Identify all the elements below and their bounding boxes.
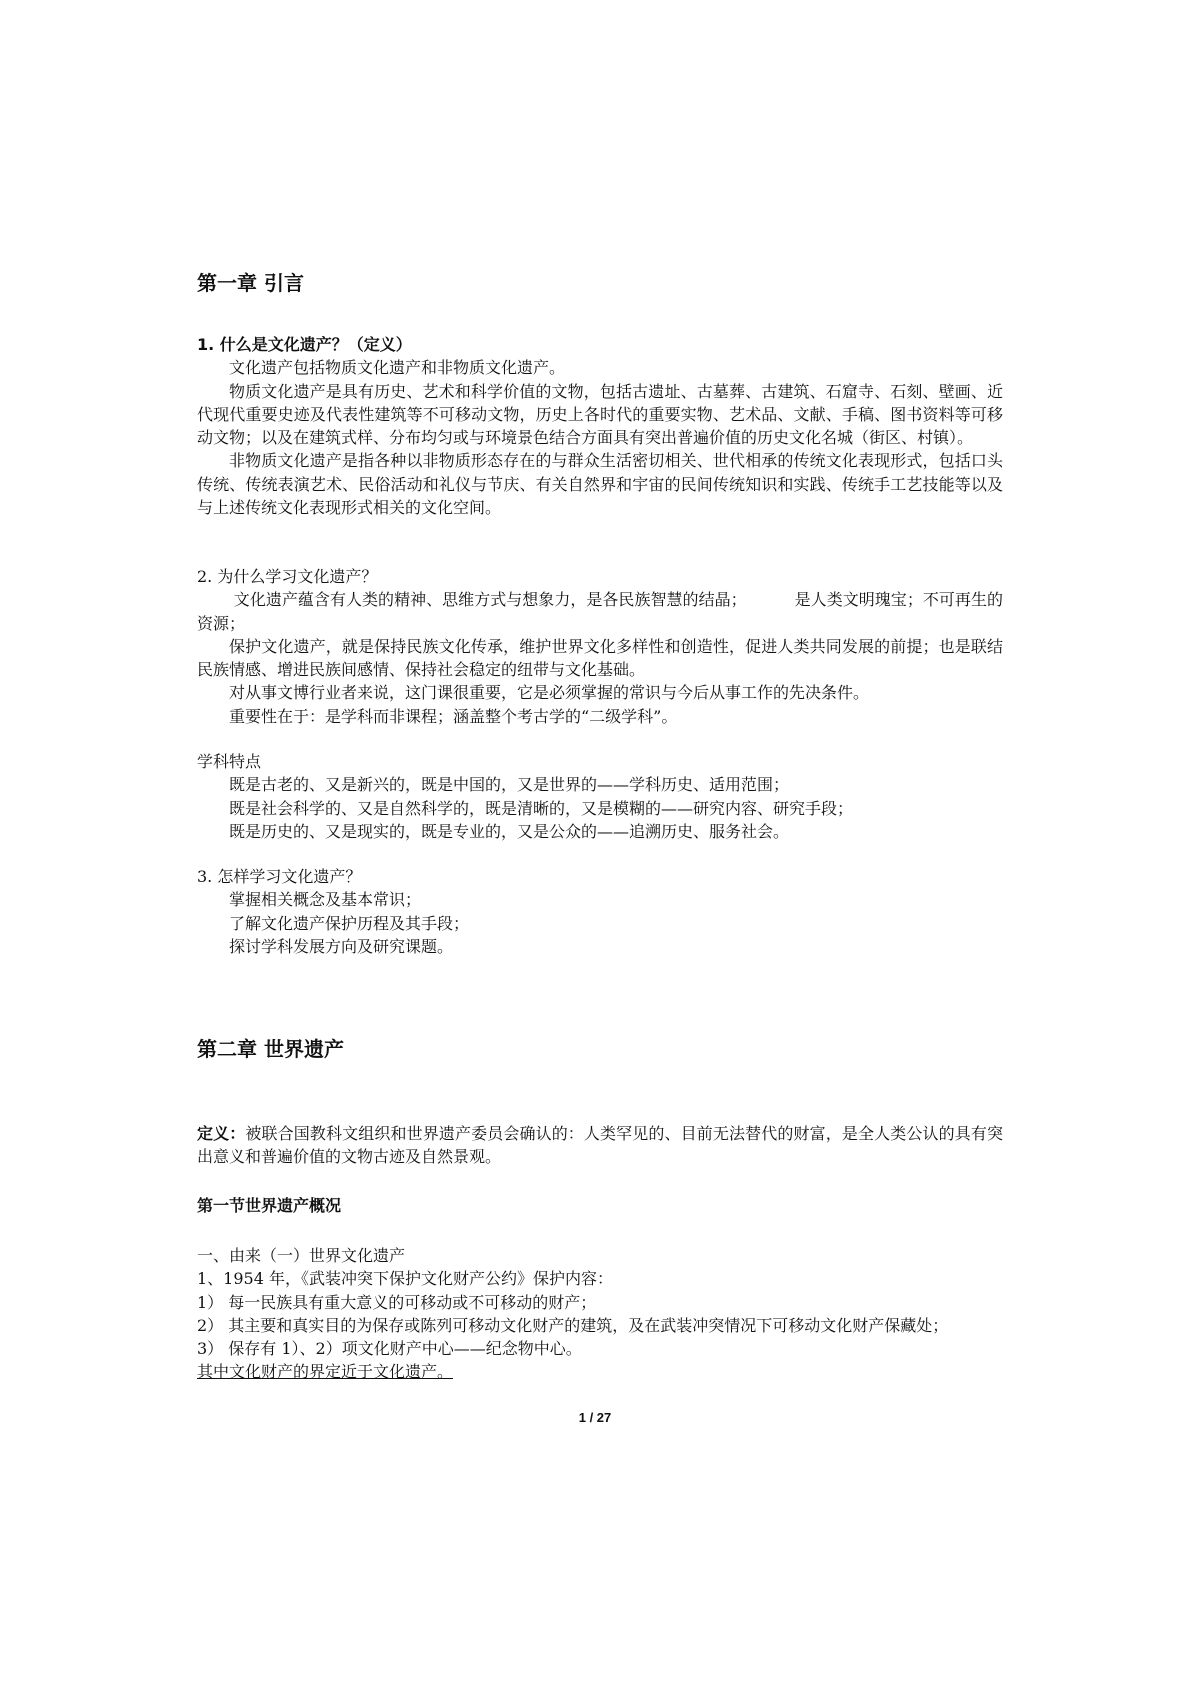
chapter-2-title: 第二章 世界遗产 xyxy=(197,1037,344,1061)
section-1-title: 第一节世界遗产概况 xyxy=(197,1196,342,1215)
section-heading: 2. 为什么学习文化遗产？ xyxy=(197,567,378,586)
line: 1） 每一民族具有重大意义的可移动或不可移动的财产； xyxy=(197,1292,597,1312)
paragraph: 非物质文化遗产是指各种以非物质形态存在的与群众生活密切相关、世代相承的传统文化表现形式，包括口头传统、传统表演艺术、民俗活动和礼仪与节庆、有关自然界和宇宙的民间传统知识和实践、传统手工艺技能等以及与上述传统文化表现形式相关的文化空间。 xyxy=(197,451,1003,518)
paragraph: 了解文化遗产保护历程及其手段； xyxy=(229,913,470,933)
section-what-is-heritage xyxy=(197,333,1003,519)
section-why-study xyxy=(197,565,1003,728)
paragraph: 探讨学科发展方向及研究课题。 xyxy=(229,936,454,956)
paragraph: 对从事文博行业者来说，这门课很重要，它是必须掌握的常识与今后从事工作的先决条件。 xyxy=(229,683,870,703)
line: 1、1954 年，《武装冲突下保护文化财产公约》保护内容： xyxy=(197,1269,613,1289)
underlined-note: 其中文化财产的界定近于文化遗产。 xyxy=(197,1362,454,1382)
line: 3） 保存有 1）、2）项文化财产中心——纪念物中心。 xyxy=(197,1339,582,1359)
section-heading: 1. 什么是文化遗产？（定义） xyxy=(197,335,412,354)
line: 2） 其主要和真实目的为保存或陈列可移动文化财产的建筑，及在武装冲突情况下可移动文化财产保藏处； xyxy=(197,1315,949,1335)
section-heading: 学科特点 xyxy=(197,752,262,771)
paragraph: 既是社会科学的、又是自然科学的，既是清晰的，又是模糊的——研究内容、研究手段； xyxy=(229,798,854,818)
paragraph: 是人类文明瑰宝；不可再生的资源； xyxy=(197,590,1003,633)
paragraph: 文化遗产蕴含有人类的精神、思维方式与想象力，是各民族智慧的结晶； xyxy=(233,590,747,610)
chapter-1-title: 第一章 引言 xyxy=(197,271,304,295)
section-origin xyxy=(197,1244,1003,1384)
paragraph: 文化遗产包括物质文化遗产和非物质文化遗产。 xyxy=(229,358,566,378)
definition-text: 被联合国教科文组织和世界遗产委员会确认的：人类罕见的、目前无法替代的财富，是全人类公认的具有突出意义和普遍价值的文物古迹及自然景观。 xyxy=(197,1124,1003,1167)
section-how-to-study xyxy=(197,865,1003,958)
section-heading: 3. 怎样学习文化遗产？ xyxy=(197,867,362,886)
paragraph: 既是古老的、又是新兴的，既是中国的，又是世界的——学科历史、适用范围； xyxy=(229,775,790,795)
paragraph: 保护文化遗产，就是保持民族文化传承，维护世界文化多样性和创造性，促进人类共同发展的前提；也是联结民族情感、增进民族间感情、保持社会稳定的纽带与文化基础。 xyxy=(197,636,1003,680)
paragraph: 既是历史的、又是现实的，既是专业的，又是公众的——追溯历史、服务社会。 xyxy=(229,821,790,841)
definition xyxy=(197,1122,1003,1169)
paragraph: 物质文化遗产是具有历史、艺术和科学价值的文物，包括古遗址、古墓葬、古建筑、石窟寺、石刻、壁画、近代现代重要史迹及代表性建筑等不可移动文物，历史上各时代的重要实物、艺术品、文献、手稿、图书资料等可移动文物；以及在建筑式样、分布均匀或与环境景色结合方面具有突出普遍价值的历史文化名城（街区、村镇）。 xyxy=(197,381,1003,448)
line: 一、由来（一）世界文化遗产 xyxy=(197,1246,406,1265)
paragraph: 掌握相关概念及基本常识； xyxy=(229,890,422,910)
definition-label: 定义： xyxy=(197,1124,246,1143)
section-features xyxy=(197,750,1003,843)
page-number: 1 / 27 xyxy=(578,1410,612,1425)
paragraph: 重要性在于：是学科而非课程；涵盖整个考古学的“二级学科”。 xyxy=(229,706,678,726)
